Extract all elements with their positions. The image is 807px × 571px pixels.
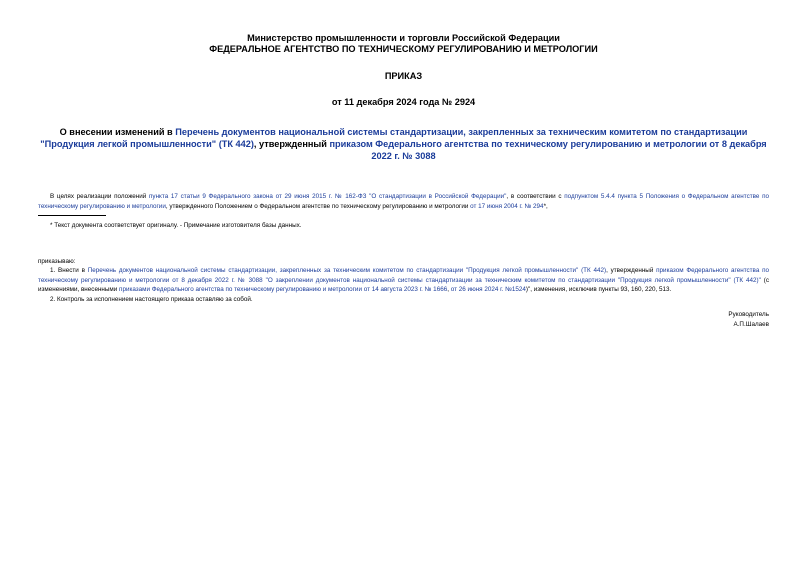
item1-link-list[interactable]: Перечень документов национальной системы стандартизации, закрепленных за техническим комитетом по стандартизации "Продукция легкой промышленности" (ТК 442) [87,267,607,274]
order-word: приказываю: [38,257,76,265]
order-item-2: 2. Контроль за исполнением настоящего приказа оставляю за собой. [50,295,253,303]
preamble-paragraph [38,192,769,211]
title-middle: , утвержденный [253,139,330,149]
item1-link-order[interactable]: приказом Федерального агентства по техническому регулированию и метрологии от 8 декабря 2022 г. № 3088 "О закреплении документов национальной системы стандартизации за техническим комитетом по стандартизации "Продукция легкой промышленности" (ТК 442)" [38,267,770,284]
order-item-1 [38,266,769,295]
preamble-link-law[interactable]: пункта 17 статьи 9 Федерального закона от 29 июня 2015 г. № 162-ФЗ "О стандартизации в Российской Федерации" [149,193,507,200]
preamble-text-2: , в соответствии с [506,193,565,200]
preamble-text-1: В целях реализации положений [50,193,150,200]
preamble-text-3: , утвержденного Положением о Федеральном агентстве по техническому регулированию и метрологии [165,202,471,210]
item1-text-2: , утвержденный [606,267,657,274]
document-title [38,126,769,162]
footnote-divider [38,215,106,216]
signature-block [38,310,769,329]
item1-text-3: (с изменениями, внесенными [38,276,769,293]
title-prefix: О внесении изменений в [59,127,176,137]
preamble-text-4: *, [543,202,548,210]
document-date-number: от 11 декабря 2024 года № 2924 [331,97,476,107]
preamble-link-date[interactable]: от 17 июня 2004 г. № 294 [470,202,544,210]
document-type: ПРИКАЗ [384,71,423,81]
signature-role: Руководитель [728,311,769,318]
item1-link-amend-1[interactable]: приказами Федерального агентства по техническому регулированию и метрологии от 14 августа 2023 г. № 1666 [119,286,448,293]
item1-text-4: , [447,286,451,293]
item1-text-5: )", изменения, исключив пункты 93, 160, 220, 513. [525,286,672,293]
signature-name: А.П.Шалаев [733,320,769,328]
agency-name: ФЕДЕРАЛЬНОЕ АГЕНТСТВО ПО ТЕХНИЧЕСКОМУ РЕГУЛИРОВАНИЮ И МЕТРОЛОГИИ [209,44,598,54]
title-link-list[interactable]: Перечень документов национальной системы стандартизации, закрепленных за техническим комитетом по стандартизации "Продукция легкой промышленности" (ТК 442) [40,127,748,149]
item1-link-amend-2[interactable]: от 26 июня 2024 г. №1524 [450,286,526,293]
ministry-name: Министерство промышленности и торговли Российской Федерации [247,33,560,43]
preamble-link-regulation[interactable]: подпунктом 5.4.4 пункта 5 Положения о Федеральном агентстве по техническому регулированию и метрологии [38,193,770,210]
item1-text-1: 1. Внести в [50,267,88,274]
title-link-order[interactable]: приказом Федерального агентства по техническому регулированию и метрологии от 8 декабря 2022 г. № 3088 [329,139,767,161]
footnote: * Текст документа соответствует оригиналу. - Примечание изготовителя базы данных. [50,222,302,229]
